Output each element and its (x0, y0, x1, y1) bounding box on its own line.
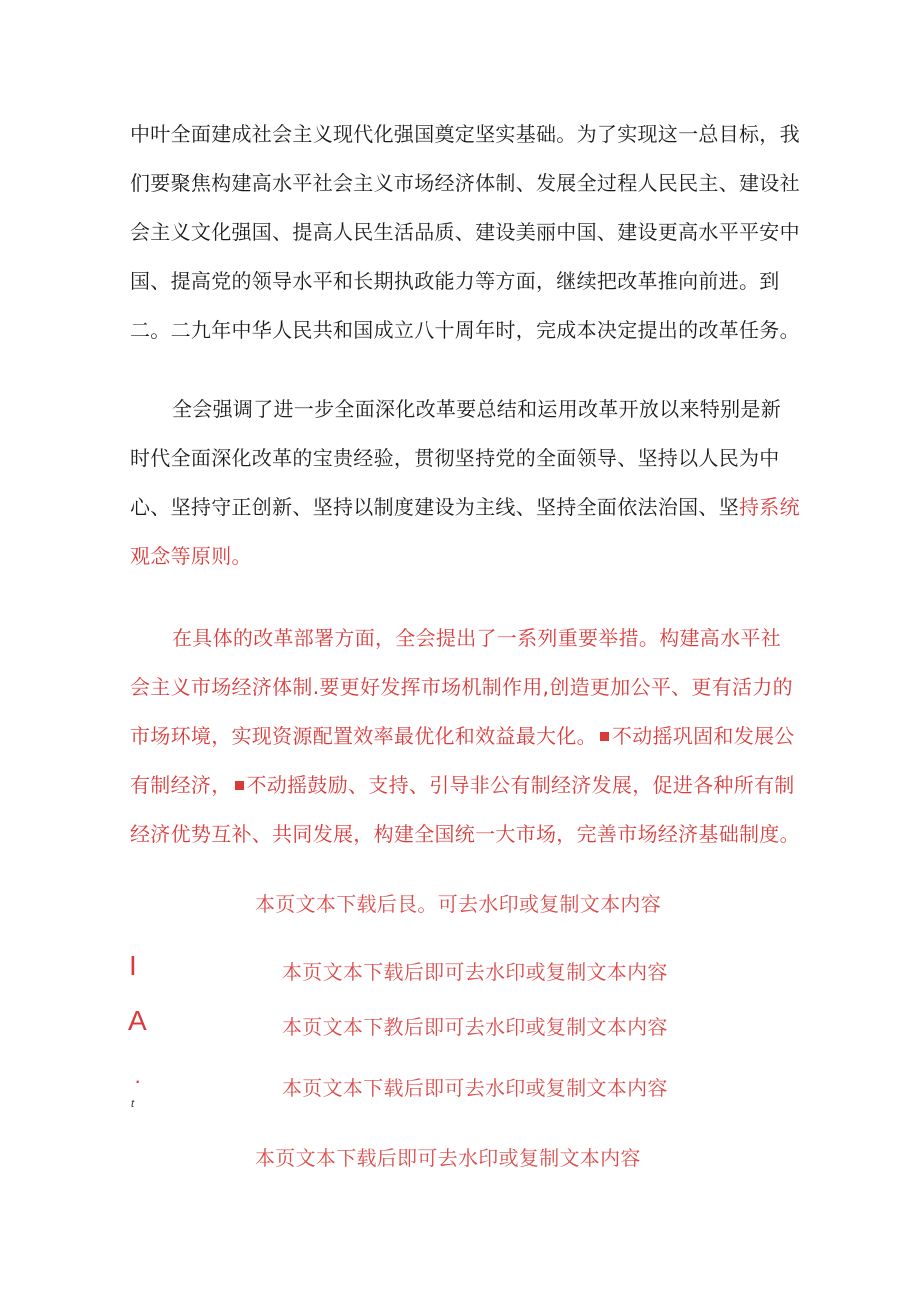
watermark-line: 本页文本下载后即可去水印或复制文本内容 (282, 1076, 668, 1100)
watermark-line: 本页文本下载后即可去水印或复制文本内容 (255, 1146, 641, 1170)
side-glyph: t (131, 1098, 135, 1110)
paragraph-measures-part1: 在具体的改革部署方面，全会提出了一系列重要举措。构建高水平社会主义市场经济体制.要更好发挥市场机制作用,创造更加公平、更有活力的市场环境，实现资源配置效率最优化和效益最大化。 (130, 626, 793, 748)
square-bullet-icon (235, 781, 244, 790)
watermark-line: 本页文本下载后即可去水印或复制文本内容 (282, 960, 668, 984)
square-bullet-icon (600, 732, 609, 741)
watermark-line: 本页文本下载后艮。可去水印或复制文本内容 (255, 892, 661, 916)
paragraph-measures-part2: 不动摇巩固和发展公有制经济， (130, 724, 795, 797)
paragraph-goal (130, 110, 800, 355)
watermark-line: 本页文本下教后即可去水印或复制文本内容 (282, 1015, 668, 1039)
side-glyph: · (134, 1068, 142, 1093)
paragraph-plenum-emphasis (130, 385, 800, 581)
paragraph-goal-text: 中叶全面建成社会主义现代化强国奠定坚实基础。为了实现这一总目标，我们要聚焦构建高水平社会主义市场经济体制、发展全过程人民民主、建设社会主义文化强国、提高人民生活品质、建设美丽中国、建设更高水平平安中国、提高党的领导水平和长期执政能力等方面，继续把改革推向前进。到二。二九年中华人民共和国成立八十周年时，完成本决定提出的改革任务。 (130, 122, 800, 342)
paragraph-measures-part3: 不动摇鼓励、支持、引导非公有制经济发展，促进各种所有制经济优势互补、共同发展，构建全国统一大市场，完善市场经济基础制度。 (130, 773, 800, 846)
paragraph-emphasis-text: 全会强调了进一步全面深化改革要总结和运用改革开放以来特别是新时代全面深化改革的宝贵经验，贯彻坚持党的全面领导、坚持以人民为中心、坚持守正创新、坚持以制度建设为主线、坚持全面依法治国、坚 (130, 397, 781, 519)
paragraph-emphasis-red-text: 持系统观念等原则。 (130, 495, 800, 568)
paragraph-reform-measures (130, 614, 800, 859)
side-glyph: I (129, 950, 137, 981)
side-glyph: A (128, 1005, 147, 1036)
